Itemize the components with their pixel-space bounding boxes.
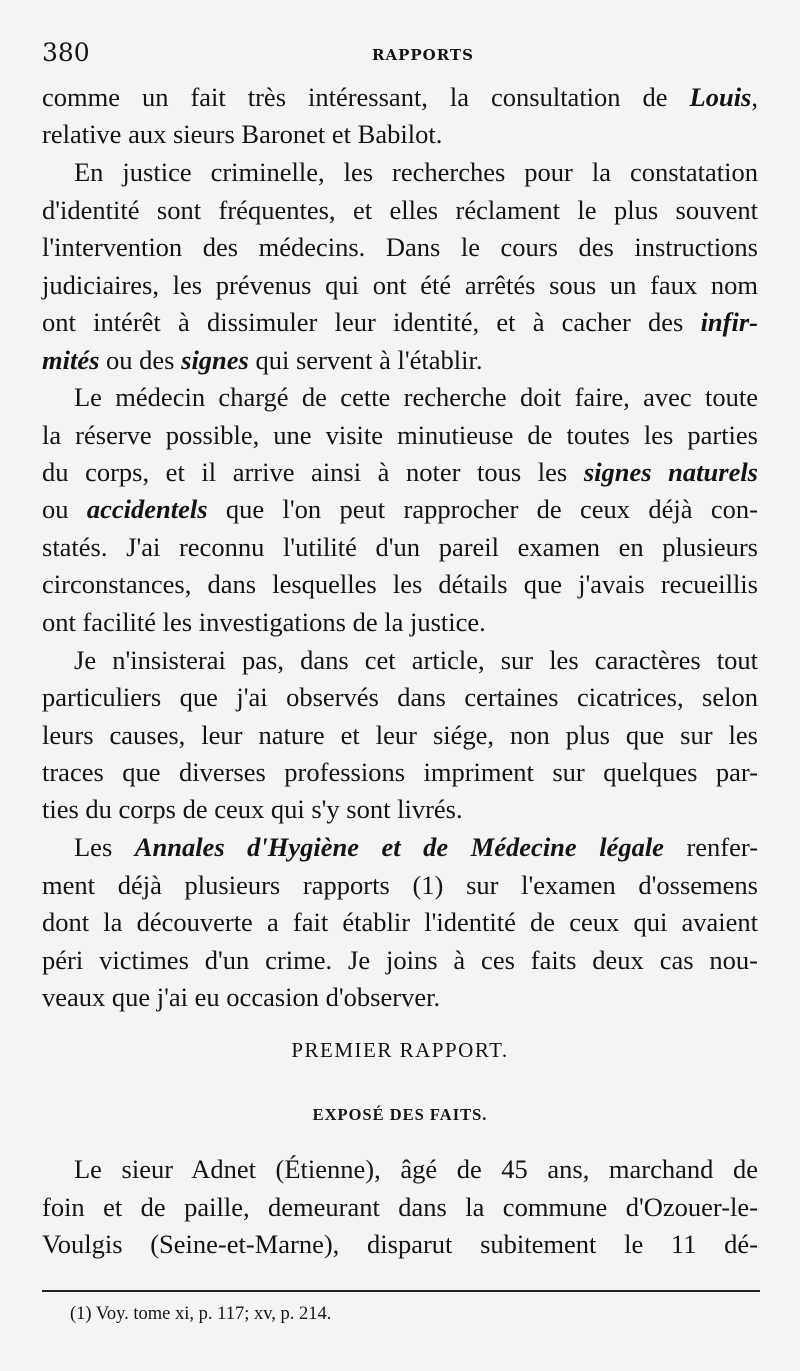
page-header: [42, 38, 762, 74]
text-line: Le sieur Adnet (Étienne), âgé de 45 ans, marchand de: [74, 1154, 758, 1184]
text-line: [42, 492, 758, 526]
footnote-divider: [42, 1290, 760, 1292]
text-line: foin et de paille, demeurant dans la commune d'Ozouer-le-: [42, 1192, 758, 1222]
text-line: leurs causes, leur nature et leur siége, non plus que sur les: [42, 720, 758, 750]
italic-span: infir-: [700, 307, 758, 337]
text-line: [42, 455, 758, 489]
italic-span: signes: [181, 345, 249, 375]
text-line: Voulgis (Seine-et-Marne), disparut subitement le 11 dé-: [42, 1229, 758, 1259]
section-heading: PREMIER RAPPORT.: [291, 1038, 509, 1062]
text-line: [42, 343, 758, 377]
subsection-heading: EXPOSÉ DES FAITS.: [312, 1105, 488, 1124]
text-line: d'identité sont fréquentes, et elles réclament le plus souvent: [42, 195, 758, 225]
text-line: Le médecin chargé de cette recherche doit faire, avec toute: [74, 382, 758, 412]
text-line: [42, 80, 758, 114]
text-line: particuliers que j'ai observés dans certaines cicatrices, selon: [42, 682, 758, 712]
italic-span: accidentels: [86, 494, 208, 524]
text-line: ment déjà plusieurs rapports (1) sur l'examen d'ossemens: [42, 870, 758, 900]
text-span: qui servent à l'établir.: [248, 345, 483, 375]
text-line: [42, 305, 758, 339]
text-line: péri victimes d'un crime. Je joins à ces faits deux cas nou-: [42, 945, 758, 975]
text-line: statés. J'ai reconnu l'utilité d'un pareil examen en plusieurs: [42, 532, 758, 562]
footnote: (1) Voy. tome xi, p. 117; xv, p. 214.: [70, 1304, 332, 1324]
page-number: 380: [42, 38, 90, 67]
text-span: ou des: [99, 345, 182, 375]
text-line: relative aux sieurs Baronet et Babilot.: [42, 119, 443, 149]
italic-span: signes naturels: [583, 457, 758, 487]
text-line: En justice criminelle, les recherches pour la constatation: [74, 157, 758, 187]
text-span: Les: [74, 832, 135, 862]
text-line: ont facilité les investigations de la justice.: [42, 607, 486, 637]
text-line: dont la découverte a fait établir l'identité de ceux qui avaient: [42, 907, 758, 937]
text-line: ties du corps de ceux qui s'y sont livrés.: [42, 794, 463, 824]
text-line: judiciaires, les prévenus qui ont été arrêtés sous un faux nom: [42, 270, 758, 300]
italic-span: Louis: [689, 82, 752, 112]
text-span: ,: [751, 82, 758, 112]
text-span: ont intérêt à dissimuler leur identité, et à cacher des: [42, 307, 701, 337]
text-span: que l'on peut rapprocher de ceux déjà con-: [207, 494, 759, 524]
text-span: ou: [42, 494, 87, 524]
text-line: l'intervention des médecins. Dans le cours des instructions: [42, 232, 758, 262]
text-span: du corps, et il arrive ainsi à noter tous les: [42, 457, 584, 487]
text-line: [42, 830, 758, 864]
running-title: RAPPORTS: [372, 46, 474, 64]
text-span: renfer-: [663, 832, 759, 862]
text-line: la réserve possible, une visite minutieuse de toutes les parties: [42, 420, 758, 450]
text-line: veaux que j'ai eu occasion d'observer.: [42, 982, 441, 1012]
text-span: comme un fait très intéressant, la consultation de: [42, 82, 690, 112]
text-line: Je n'insisterai pas, dans cet article, sur les caractères tout: [74, 645, 758, 675]
italic-span: Annales d'Hygiène et de Médecine légale: [134, 832, 664, 862]
text-line: traces que diverses professions impriment sur quelques par-: [42, 757, 758, 787]
italic-span: mités: [42, 345, 100, 375]
text-line: circonstances, dans lesquelles les détails que j'avais recueillis: [42, 569, 758, 599]
